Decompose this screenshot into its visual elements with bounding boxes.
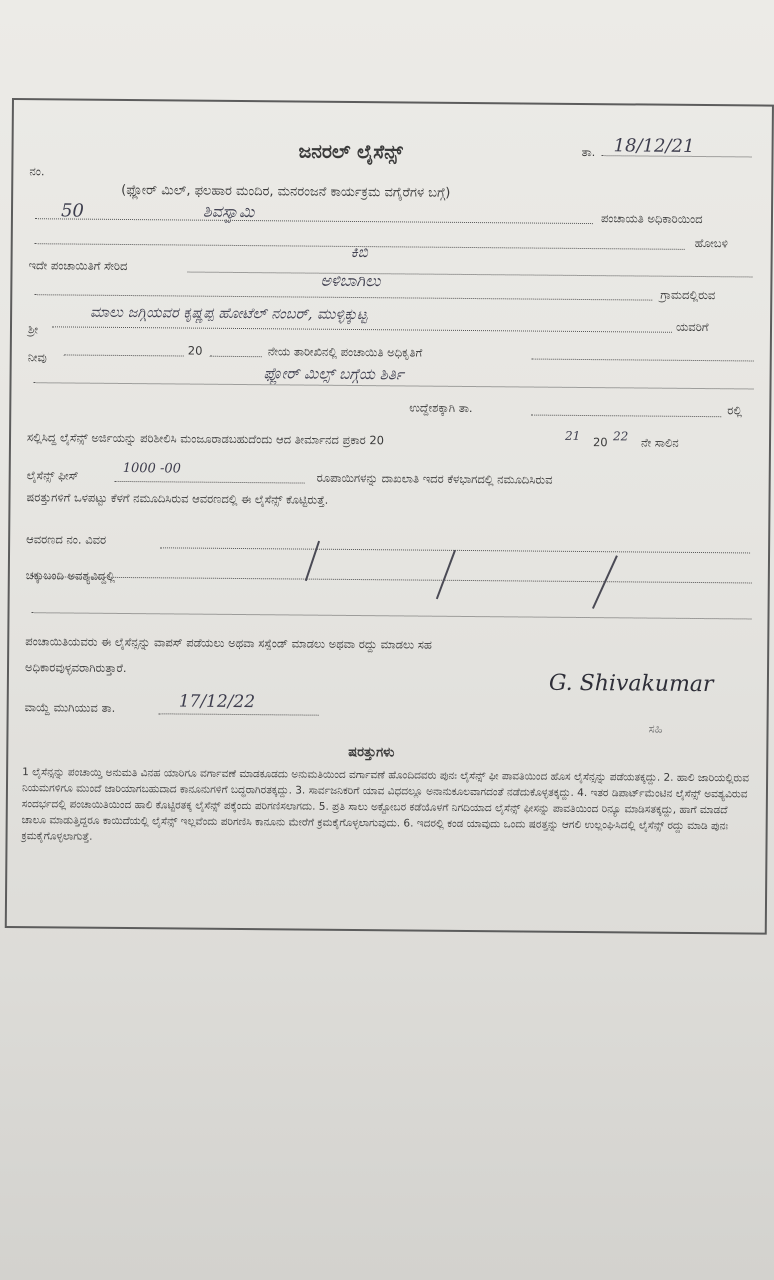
date-value: 18/12/21 xyxy=(613,135,695,157)
strike-mark xyxy=(305,541,320,581)
signature: G. Shivakumar xyxy=(548,670,714,698)
expiry-line xyxy=(159,713,319,715)
purpose-value: ಫ್ಲೋರ್ ಮಿಲ್ಸ್ ಬಗ್ಗೆಯ ಶಿರ್ತಿ xyxy=(263,364,404,384)
premises-line-2 xyxy=(32,576,752,583)
approval-sentence: ಸಲ್ಲಿಸಿದ್ದ ಲೈಸೆನ್ಸ್ ಅರ್ಜಿಯನ್ನು ಪರಿಶೀಲಿಸಿ ಮಂಜೂರಾಡಬಹುದೆಂದು ಆದ ತೀರ್ಮಾನದ ಪ್ರಕಾರ 20 xyxy=(26,430,385,448)
panchayat-officer-label: ಪಂಚಾಯತಿ ಅಧಿಕಾರಿಯಿಂದ xyxy=(600,211,703,227)
fee-sentence: ರೂಪಾಯಿಗಳನ್ನು ದಾಖಲಾತಿ ಇದರ ಕೆಳಭಾಗದಲ್ಲಿ ನಮೂದಿಸಿರುವ xyxy=(316,470,553,487)
panchayat-joined-value: ಕಿಬಿ xyxy=(350,242,368,262)
conditions-sentence: ಷರತ್ತುಗಳಿಗೆ ಒಳಪಟ್ಟು ಕೆಳಗೆ ನಮೂದಿಸಿರುವ ಆವರಣದಲ್ಲಿ ಈ ಲೈಸೆನ್ಸ್ ಕೊಟ್ಟಿರುತ್ತೆ. xyxy=(26,490,329,507)
authority-sentence-2: ಅಧಿಕಾರವುಳ್ಳವರಾಗಿರುತ್ತಾರೆ. xyxy=(24,660,127,676)
village-line xyxy=(34,294,652,300)
officer-line xyxy=(35,218,593,224)
date-sentence-line xyxy=(532,359,754,362)
day-line xyxy=(64,354,184,356)
sri-suffix: ಯವರಿಗೆ xyxy=(675,319,709,335)
boundaries-line xyxy=(32,612,752,619)
sri-line xyxy=(52,326,672,332)
year-line xyxy=(210,356,262,357)
expiry-value: 17/12/22 xyxy=(178,691,256,713)
fee-value: 1000 -00 xyxy=(122,460,181,477)
sri-label: ಶ್ರೀ xyxy=(27,322,39,337)
conditions-heading: ಷರತ್ತುಗಳು xyxy=(348,744,395,761)
sign-label: ಸಹಿ xyxy=(648,721,663,736)
license-form: ಜನರಲ್ ಲೈಸೆನ್ಸ್ ತಾ. 18/12/21 ನಂ. (ಫ್ಲೋರ್ ಮಿಲ್, ಫಲಹಾರ ಮಂದಿರ, ಮನರಂಜನೆ ಕಾರ್ಯಕ್ರಮ ವಗೈರೆಗಳ ಬಗ್ಗೆ) 50 ಶಿವಸ್ವಾಮಿ ಪಂಚಾಯತಿ ಅಧಿಕಾರಿಯಿಂದ ಹೋಬಳಿ ಇದೇ ಪಂಚಾಯಿತಿಗೆ ಸೇರಿದ ಕಿಬಿ ಅಳಿಬಾಗಿಲು ಗ್ರಾಮದಲ್ಲಿರುವ ಶ್ರೀ ಮಾಲು ಜಗ್ಗಿಯವರ ಕೃಷ್ಣಪ್ಪ ಹೋಟೆಲ್ ನಂಬರ್, ಮುಳ್ಳಿಕ್ಕುಟ್ಟ ಯವರಿಗೆ ನೀವು 20 ನೇಯ ತಾರೀಖಿನಲ್ಲಿ ಪಂಚಾಯಿತಿ ಅಧಿಕೃತಿಗೆ ಫ್ಲೋರ್ ಮಿಲ್ಸ್ ಬಗ್ಗೆಯ ಶಿರ್ತಿ ಉದ್ದೇಶಕ್ಕಾಗಿ ತಾ. ರಲ್ಲಿ ಸಲ್ಲಿಸಿದ್ದ ಲೈಸೆನ್ಸ್ ಅರ್ಜಿಯನ್ನು ಪರಿಶೀಲಿಸಿ ಮಂಜೂರಾಡಬಹುದೆಂದು ಆದ ತೀರ್ಮಾನದ ಪ್ರಕಾರ 20 21 20 22 ನೇ ಸಾಲಿನ ಲೈಸೆನ್ಸ್ ಫೀಸ್ 1000 -00 ರೂಪಾಯಿಗಳನ್ನು ದಾಖಲಾತಿ ಇದರ ಕೆಳಭಾಗದಲ್ಲಿ ನಮೂದಿಸಿರುವ ಷರತ್ತುಗಳಿಗೆ ಒಳಪಟ್ಟು ಕೆಳಗೆ ನಮೂದಿಸಿರುವ ಆವರಣದಲ್ಲಿ ಈ ಲೈಸೆನ್ಸ್ ಕೊಟ್ಟಿರುತ್ತೆ. ಆವರಣದ ನಂ. ವಿವರ ಚಕ್ಕುಬಂದಿ ಅವಶ್ಯವಿದ್ದಲ್ಲಿ ಪಂಚಾಯಿತಿಯವರು ಈ ಲೈಸೆನ್ಸನ್ನು ವಾಪಸ್ ಪಡೆಯಲು ಅಥವಾ ಸಸ್ಪೆಂಡ್ ಮಾಡಲು ಅಥವಾ ರದ್ದು ಮಾಡಲು ಸಹ ಅಧಿಕಾರವುಳ್ಳವರಾಗಿರುತ್ತಾರೆ. ವಾಯ್ದೆ ಮುಗಿಯುವ ತಾ. 17/12/22 G. Shivakumar ಸಹಿ ಷರತ್ತುಗಳು 1 ಲೈಸೆನ್ಸನ್ನು ಪಂಚಾಯ್ತಿ ಅನುಮತಿ ವಿನಹ ಯಾರಿಗೂ ವರ್ಗಾವಣೆ ಮಾಡಕೂಡದು ಅನುಮತಿಯಿಂದ ವರ್ಗಾವಣೆ ಹೊಂದಿದವರು ಪುನಃ ಲೈಸೆನ್ಸ್ ಫೀ ಪಾವತಿಯಿಂದ ಹೊಸ ಲೈಸೆನ್ಸನ್ನು ಪಡೆಯತಕ್ಕದ್ದು. 2. ಹಾಲಿ ಜಾರಿಯಲ್ಲಿರುವ ನಿಯಮಗಳಿಗೂ ಮುಂದೆ ಜಾರಿಯಾಗಬಹುದಾದ ಕಾನೂನುಗಳಿಗೆ ಬದ್ಧರಾಗಿರತಕ್ಕದ್ದು. 3. ಸಾರ್ವಜನಿಕರಿಗೆ ಯಾವ ವಿಧದಲ್ಲೂ ಅನಾನುಕೂಲವಾಗದಂತೆ ನಡೆದುಕೊಳ್ಳತಕ್ಕದ್ದು. 4. ಇತರ ಡಿಪಾರ್ಟ್‌ಮೆಂಟಿನ ಲೈಸೆನ್ಸ್ ಅವಶ್ಯವಿರುವ ಸಂದರ್ಭದಲ್ಲಿ ಪಂಚಾಯಿತಿಯಿಂದ ಹಾಲಿ ಕೊಟ್ಟಿರತಕ್ಕ ಲೈಸೆನ್ಸ್ ಪಕ್ಕೆಂದು ಪರಿಗಣಿಸಲಾಗದು. 5. ಪ್ರತಿ ಸಾಲು ಅಕ್ಟೋಬರ ಕಡೆಯೊಳಗೆ ನಿಗದಿಯಾದ ಲೈಸೆನ್ಸ್ ಫೀಸನ್ನು ಪಾವತಿಯಿಂದ ರಿನ್ಯೂ ಮಾಡಿಸತಕ್ಕದ್ದು, ಹಾಗೆ ಮಾಡದೆ ಚಾಲೂ ಮಾಡುತ್ತಿದ್ದರೂ ಕಾಯಿದೆಯಲ್ಲಿ ಲೈಸೆನ್ಸ್ ಇಲ್ಲವೆಂದು ಪರಿಗಣಿಸಿ ಕಾನೂನು ಮೇರೆಗೆ ಕ್ರಮಕೈಗೊಳ್ಳಲಾಗುವುದು. 6. ಇದರಲ್ಲಿ ಕಂಡ ಯಾವುದು ಒಂದು ಷರತ್ತನ್ನು ಆಗಲಿ ಉಲ್ಲಂಘಿಸಿದಲ್ಲಿ ಲೈಸೆನ್ಸ್ ರದ್ದು ಮಾಡಿ ಪುನಃ ಕ್ರಮಕೈಗೊಳ್ಳಲಾಗುತ್ತೆ. xyxy=(5,98,774,935)
number-value: 50 xyxy=(60,200,85,222)
fee-line xyxy=(115,481,305,484)
number-label: ನಂ. xyxy=(29,164,45,179)
sri-value: ಮಾಲು ಜಗ್ಗಿಯವರ ಕೃಷ್ಣಪ್ಪ ಹೋಟೆಲ್ ನಂಬರ್, ಮುಳ್ಳಿಕ್ಕುಟ್ಟ xyxy=(90,304,368,324)
you-label: ನೀವು xyxy=(27,350,47,365)
date-label: ತಾ. xyxy=(581,144,596,160)
hobli-label: ಹೋಬಳಿ xyxy=(694,235,728,251)
conditions-text: 1 ಲೈಸೆನ್ಸನ್ನು ಪಂಚಾಯ್ತಿ ಅನುಮತಿ ವಿನಹ ಯಾರಿಗೂ ವರ್ಗಾವಣೆ ಮಾಡಕೂಡದು ಅನುಮತಿಯಿಂದ ವರ್ಗಾವಣೆ ಹೊಂದಿದವರು ಪುನಃ ಲೈಸೆನ್ಸ್ ಫೀ ಪಾವತಿಯಿಂದ ಹೊಸ ಲೈಸೆನ್ಸನ್ನು ಪಡೆಯತಕ್ಕದ್ದು. 2. ಹಾಲಿ ಜಾರಿಯಲ್ಲಿರುವ ನಿಯಮಗಳಿಗೂ ಮುಂದೆ ಜಾರಿಯಾಗಬಹುದಾದ ಕಾನೂನುಗಳಿಗೆ ಬದ್ಧರಾಗಿರತಕ್ಕದ್ದು. 3. ಸಾರ್ವಜನಿಕರಿಗೆ ಯಾವ ವಿಧದಲ್ಲೂ ಅನಾನುಕೂಲವಾಗದಂತೆ ನಡೆದುಕೊಳ್ಳತಕ್ಕದ್ದು. 4. ಇತರ ಡಿಪಾರ್ಟ್‌ಮೆಂಟಿನ ಲೈಸೆನ್ಸ್ ಅವಶ್ಯವಿರುವ ಸಂದರ್ಭದಲ್ಲಿ ಪಂಚಾಯಿತಿಯಿಂದ ಹಾಲಿ ಕೊಟ್ಟಿರತಕ್ಕ ಲೈಸೆನ್ಸ್ ಪಕ್ಕೆಂದು ಪರಿಗಣಿಸಲಾಗದು. 5. ಪ್ರತಿ ಸಾಲು ಅಕ್ಟೋಬರ ಕಡೆಯೊಳಗೆ ನಿಗದಿಯಾದ ಲೈಸೆನ್ಸ್ ಫೀಸನ್ನು ಪಾವತಿಯಿಂದ ರಿನ್ಯೂ ಮಾಡಿಸತಕ್ಕದ್ದು, ಹಾಗೆ ಮಾಡದೆ ಚಾಲೂ ಮಾಡುತ್ತಿದ್ದರೂ ಕಾಯಿದೆಯಲ್ಲಿ ಲೈಸೆನ್ಸ್ ಇಲ್ಲವೆಂದು ಪರಿಗಣಿಸಿ ಕಾನೂನು ಮೇರೆಗೆ ಕ್ರಮಕೈಗೊಳ್ಳಲಾಗುವುದು. 6. ಇದರಲ್ಲಿ ಕಂಡ ಯಾವುದು ಒಂದು ಷರತ್ತನ್ನು ಆಗಲಿ ಉಲ್ಲಂಘಿಸಿದಲ್ಲಿ ಲೈಸೆನ್ಸ್ ರದ್ದು ಮಾಡಿ ಪುನಃ ಕ್ರಮಕೈಗೊಳ್ಳಲಾಗುತ್ತೆ. xyxy=(21,766,750,843)
strike-mark xyxy=(436,550,456,599)
year-to: 22 xyxy=(613,429,629,444)
premises-label: ಆವರಣದ ನಂ. ವಿವರ xyxy=(26,532,107,547)
officer-name-value: ಶಿವಸ್ವಾಮಿ xyxy=(202,201,255,222)
form-subtitle: (ಫ್ಲೋರ್ ಮಿಲ್, ಫಲಹಾರ ಮಂದಿರ, ಮನರಂಜನೆ ಕಾರ್ಯಕ್ರಮ ವಗೈರೆಗಳ ಬಗ್ಗೆ) xyxy=(121,182,451,201)
year-prefix: 20 xyxy=(187,343,203,358)
dalli-label: ರಲ್ಲಿ xyxy=(727,403,743,418)
fee-label: ಲೈಸೆನ್ಸ್ ಫೀಸ್ xyxy=(26,468,79,483)
form-title: ಜನರಲ್ ಲೈಸೆನ್ಸ್ xyxy=(298,140,403,164)
village-value: ಅಳಿಬಾಗಿಲು xyxy=(320,270,381,291)
date-line xyxy=(602,155,752,157)
boundaries-label: ಚಕ್ಕುಬಂದಿ ಅವಶ್ಯವಿದ್ದಲ್ಲಿ xyxy=(25,568,116,583)
panchayat-joined-label: ಇದೇ ಪಂಚಾಯಿತಿಗೆ ಸೇರಿದ xyxy=(28,258,128,274)
purpose-date-line xyxy=(531,415,721,418)
panchayat-joined-line xyxy=(187,272,752,278)
purpose-label: ಉದ್ದೇಶಕ್ಕಾಗಿ ತಾ. xyxy=(409,400,473,416)
authority-sentence: ಪಂಚಾಯಿತಿಯವರು ಈ ಲೈಸೆನ್ಸನ್ನು ವಾಪಸ್ ಪಡೆಯಲು ಅಥವಾ ಸಸ್ಪೆಂಡ್ ಮಾಡಲು ಅಥವಾ ರದ್ದು ಮಾಡಲು ಸಹ xyxy=(25,634,432,652)
village-label: ಗ್ರಾಮದಲ್ಲಿರುವ xyxy=(660,287,716,303)
year-suffix: ನೇ ಸಾಲಿನ xyxy=(640,435,679,450)
date-sentence: ನೇಯ ತಾರೀಖಿನಲ್ಲಿ ಪಂಚಾಯಿತಿ ಅಧಿಕೃತಿಗೆ xyxy=(267,344,423,360)
expiry-label: ವಾಯ್ದೆ ಮುಗಿಯುವ ತಾ. xyxy=(24,700,116,715)
year-from: 21 xyxy=(565,428,581,443)
